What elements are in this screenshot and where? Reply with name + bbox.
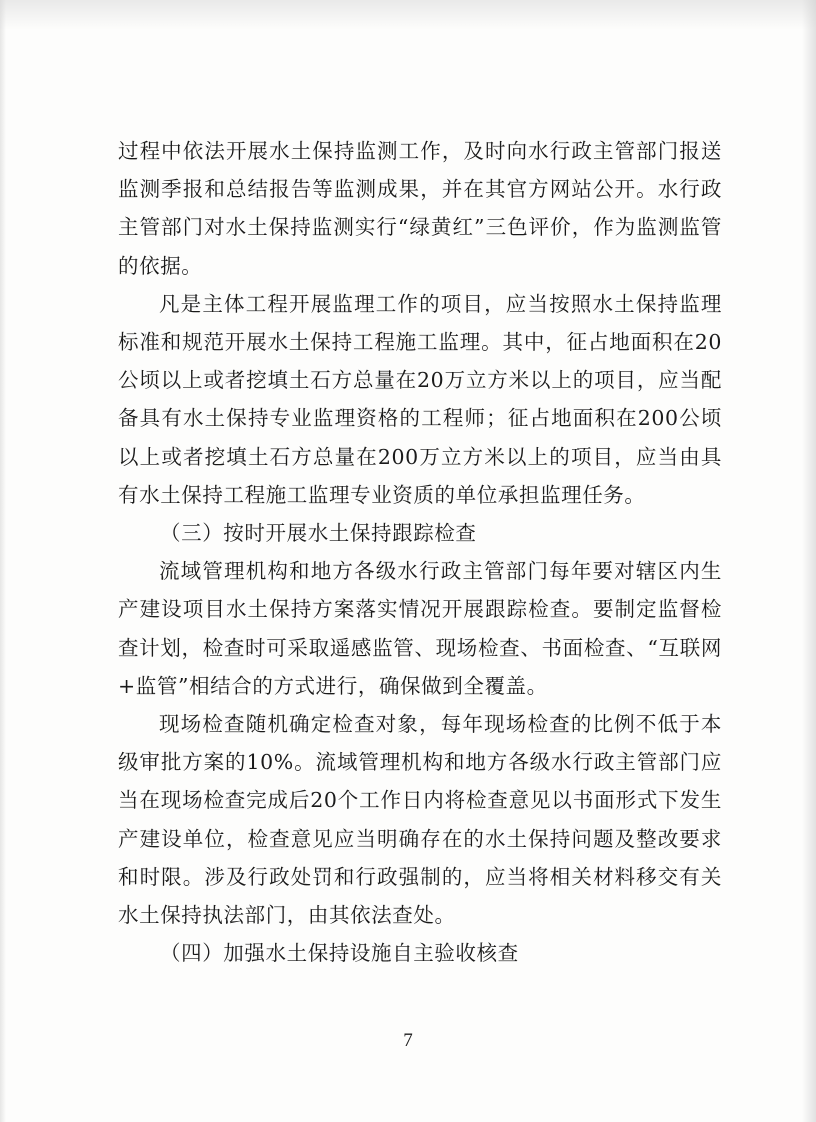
paragraph-supervision: 凡是主体工程开展监理工作的项目，应当按照水土保持监理标准和规范开展水土保持工程施工监理。其中，征占地面积在20公顷以上或者挖填土石方总量在20万立方米以上的项目，应当配备具有水土保持专业监理资格的工程师；征占地面积在200公顷以上或者挖填土石方总量在200万立方米以上的项目，应当由具有水土保持工程施工监理专业资质的单位承担监理任务。 — [118, 291, 722, 507]
section-heading-4: （四）加强水土保持设施自主验收核查 — [160, 941, 519, 966]
page-number: 7 — [403, 1030, 413, 1051]
document-body — [118, 132, 722, 972]
scan-shadow-top — [0, 0, 816, 30]
paragraph-continuation: 过程中依法开展水土保持监测工作，及时向水行政主管部门报送监测季报和总结报告等监测成果，并在其官方网站公开。水行政主管部门对水土保持监测实行“绿黄红”三色评价，作为监测监管的依据。 — [118, 139, 722, 278]
scan-shadow-right — [802, 0, 816, 1122]
paragraph-field-inspection: 现场检查随机确定检查对象，每年现场检查的比例不低于本级审批方案的10%。流域管理机构和地方各级水行政主管部门应当在现场检查完成后20个工作日内将检查意见以书面形式下发生产建设单位，检查意见应当明确存在的水土保持问题及整改要求和时限。涉及行政处罚和行政强制的，应当将相关材料移交有关水土保持执法部门，由其依法查处。 — [118, 712, 722, 928]
paragraph-tracking-inspection: 流域管理机构和地方各级水行政主管部门每年要对辖区内生产建设项目水土保持方案落实情况开展跟踪检查。要制定监督检查计划，检查时可采取遥感监管、现场检查、书面检查、“互联网+监管”相结合的方式进行，确保做到全覆盖。 — [118, 559, 722, 698]
scan-shadow-left — [0, 0, 6, 1122]
section-heading-3: （三）按时开展水土保持跟踪检查 — [160, 521, 477, 546]
